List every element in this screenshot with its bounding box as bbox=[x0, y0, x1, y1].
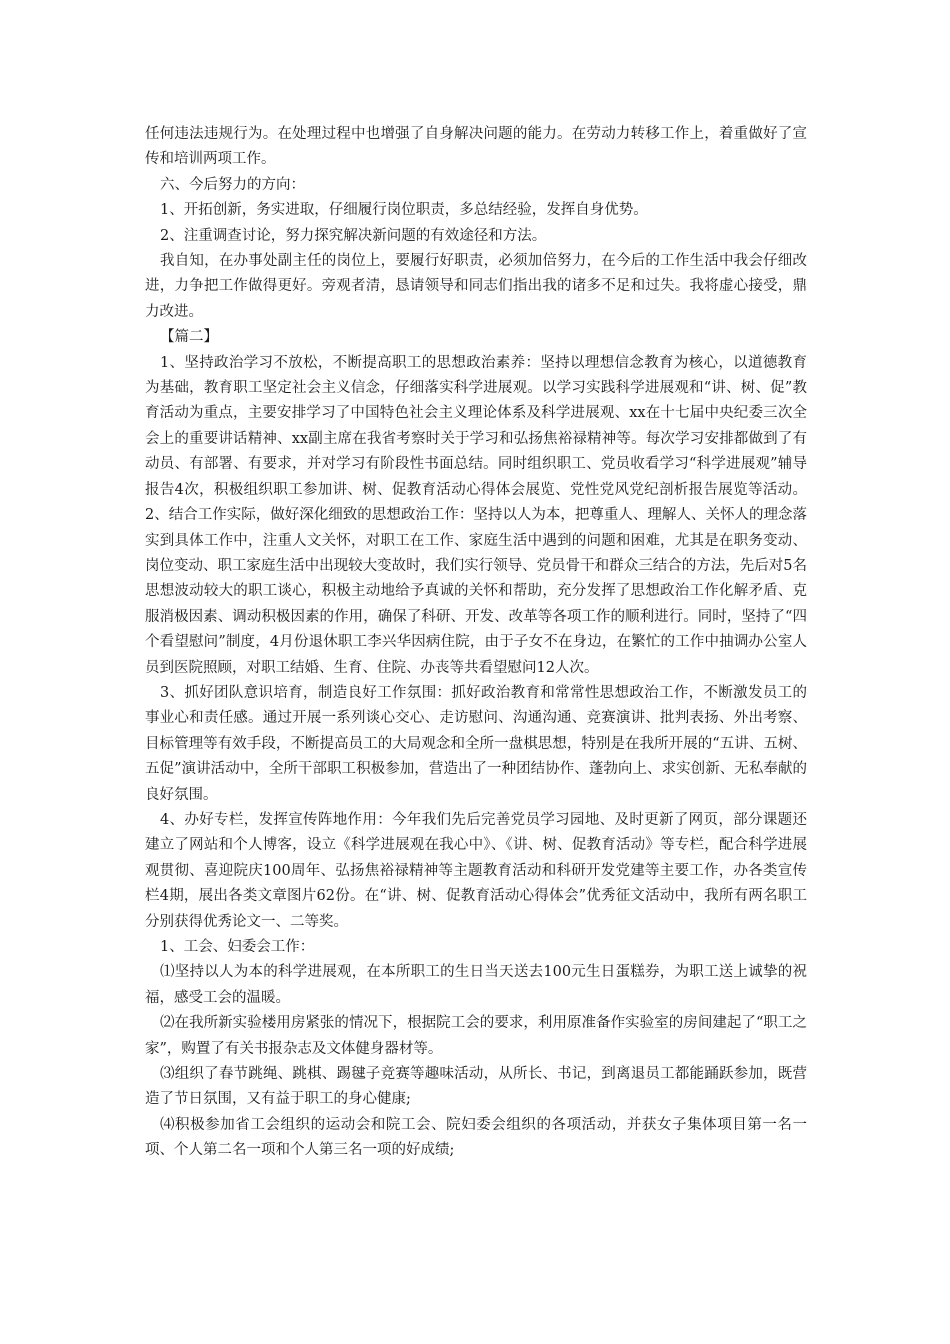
list-item: ⑴坚持以人为本的科学进展观，在本所职工的生日当天送去100元生日蛋糕券，为职工送上诚挚的祝福，感受工会的温暖。 bbox=[145, 964, 807, 1006]
paragraph-team-awareness: 3、抓好团队意识培育，制造良好工作氛围：抓好政治教育和常常性思想政治工作，不断激发员工的事业心和责任感。通过开展一系列谈心交心、走访慰问、沟通沟通、竞赛演讲、批判表扬、外出考察、目标管理等有效手段，不断提高员工的大局观念和全所一盘棋思想，特别是在我所开展的“五讲、五树、五促”演讲活动中，全所干部职工积极参加，营造出了一种团结协作、蓬勃向上、求实创新、无私奉献的良好氛围。 bbox=[145, 684, 807, 803]
section-heading-union-work: 1、工会、妇委会工作： bbox=[160, 939, 315, 955]
paragraph-continuation: 任何违法违规行为。在处理过程中也增强了自身解决问题的能力。在劳动力转移工作上，着重做好了宣传和培训两项工作。 bbox=[145, 126, 807, 168]
list-item: ⑷积极参加省工会组织的运动会和院工会、院妇委会组织的各项活动，并获女子集体项目第一名一项、个人第二名一项和个人第三名一项的好成绩; bbox=[145, 1116, 807, 1159]
section-heading-future-direction: 六、今后努力的方向： bbox=[160, 176, 305, 193]
section-heading-part-two: 【篇二】 bbox=[160, 329, 218, 346]
paragraph-columns: 4、办好专栏，发挥宣传阵地作用：今年我们先后完善党员学习园地、及时更新了网页，部分课题还建立了网站和个人博客，设立《科学进展观在我心中》、《讲、树、促教育活动》等专栏，配合科学进展观贯彻、喜迎院庆100周年、弘扬焦裕禄精神等主题教育活动和科研开发党建等主要工作，办各类宣传栏4期，展出各类文章图片62份。在“讲、树、促教育活动心得体会”优秀征文活动中，我所有两名职工分别获得优秀论文一、二等奖。 bbox=[145, 811, 807, 930]
paragraph-political-study: 1、坚持政治学习不放松，不断提高职工的思想政治素养：坚持以理想信念教育为核心，以道德教育为基础，教育职工坚定社会主义信念，仔细落实科学进展观。以学习实践科学进展观和“讲、树、促”教育活动为重点，主要安排学习了中国特色社会主义理论体系及科学进展观、xx在十七届中央纪委三次全会上的重要讲话精神、xx副主席在我省考察时关于学习和弘扬焦裕禄精神等。每次学习安排都做到了有动员、有部署、有要求，并对学习有阶段性书面总结。同时组织职工、党员收看学习“科学进展观”辅导报告4次，积极组织职工参加讲、树、促教育活动心得体会展览、党性党风党纪剖析报告展览等活动。2、结合工作实际，做好深化细致的思想政治工作：坚持以人为本，把尊重人、理解人、关怀人的理念落实到具体工作中，注重人文关怀，对职工在工作、家庭生活中遇到的问题和困难，尤其是在职务变动、岗位变动、职工家庭生活中出现较大变故时，我们实行领导、党员骨干和群众三结合的方法，先后对5名思想波动较大的职工谈心，积极主动地给予真诚的关怀和帮助，充分发挥了思想政治工作化解矛盾、克服消极因素、调动积极因素的作用，确保了科研、开发、改革等各项工作的顺利进行。同时，坚持了“四个看望慰问”制度，4月份退休职工李兴华因病住院，由于子女不在身边，在繁忙的工作中抽调办公室人员到医院照顾，对职工结婚、生育、住院、办丧等共看望慰问12人次。 bbox=[145, 354, 807, 676]
paragraph-conclusion: 我自知，在办事处副主任的岗位上，要履行好职责，必须加倍努力，在今后的工作生活中我会仔细改进，力争把工作做得更好。旁观者清，恳请领导和同志们指出我的诸多不足和过失。我将虚心接受，鼎力改进。 bbox=[145, 253, 807, 320]
list-item: 1、开拓创新，务实进取，仔细履行岗位职责，多总结经验，发挥自身优势。 bbox=[160, 202, 648, 219]
list-item: 2、注重调查讨论，努力探究解决新问题的有效途径和方法。 bbox=[160, 227, 547, 244]
list-item: ⑶组织了春节跳绳、跳棋、踢毽子竞赛等趣味活动，从所长、书记，到离退员工都能踊跃参加，既营造了节日氛围，又有益于职工的身心健康; bbox=[145, 1066, 807, 1108]
list-item: ⑵在我所新实验楼用房紧张的情况下，根据院工会的要求，利用原准备作实验室的房间建起了“职工之家”，购置了有关书报杂志及文体健身器材等。 bbox=[145, 1015, 807, 1057]
document-body bbox=[145, 122, 807, 1164]
